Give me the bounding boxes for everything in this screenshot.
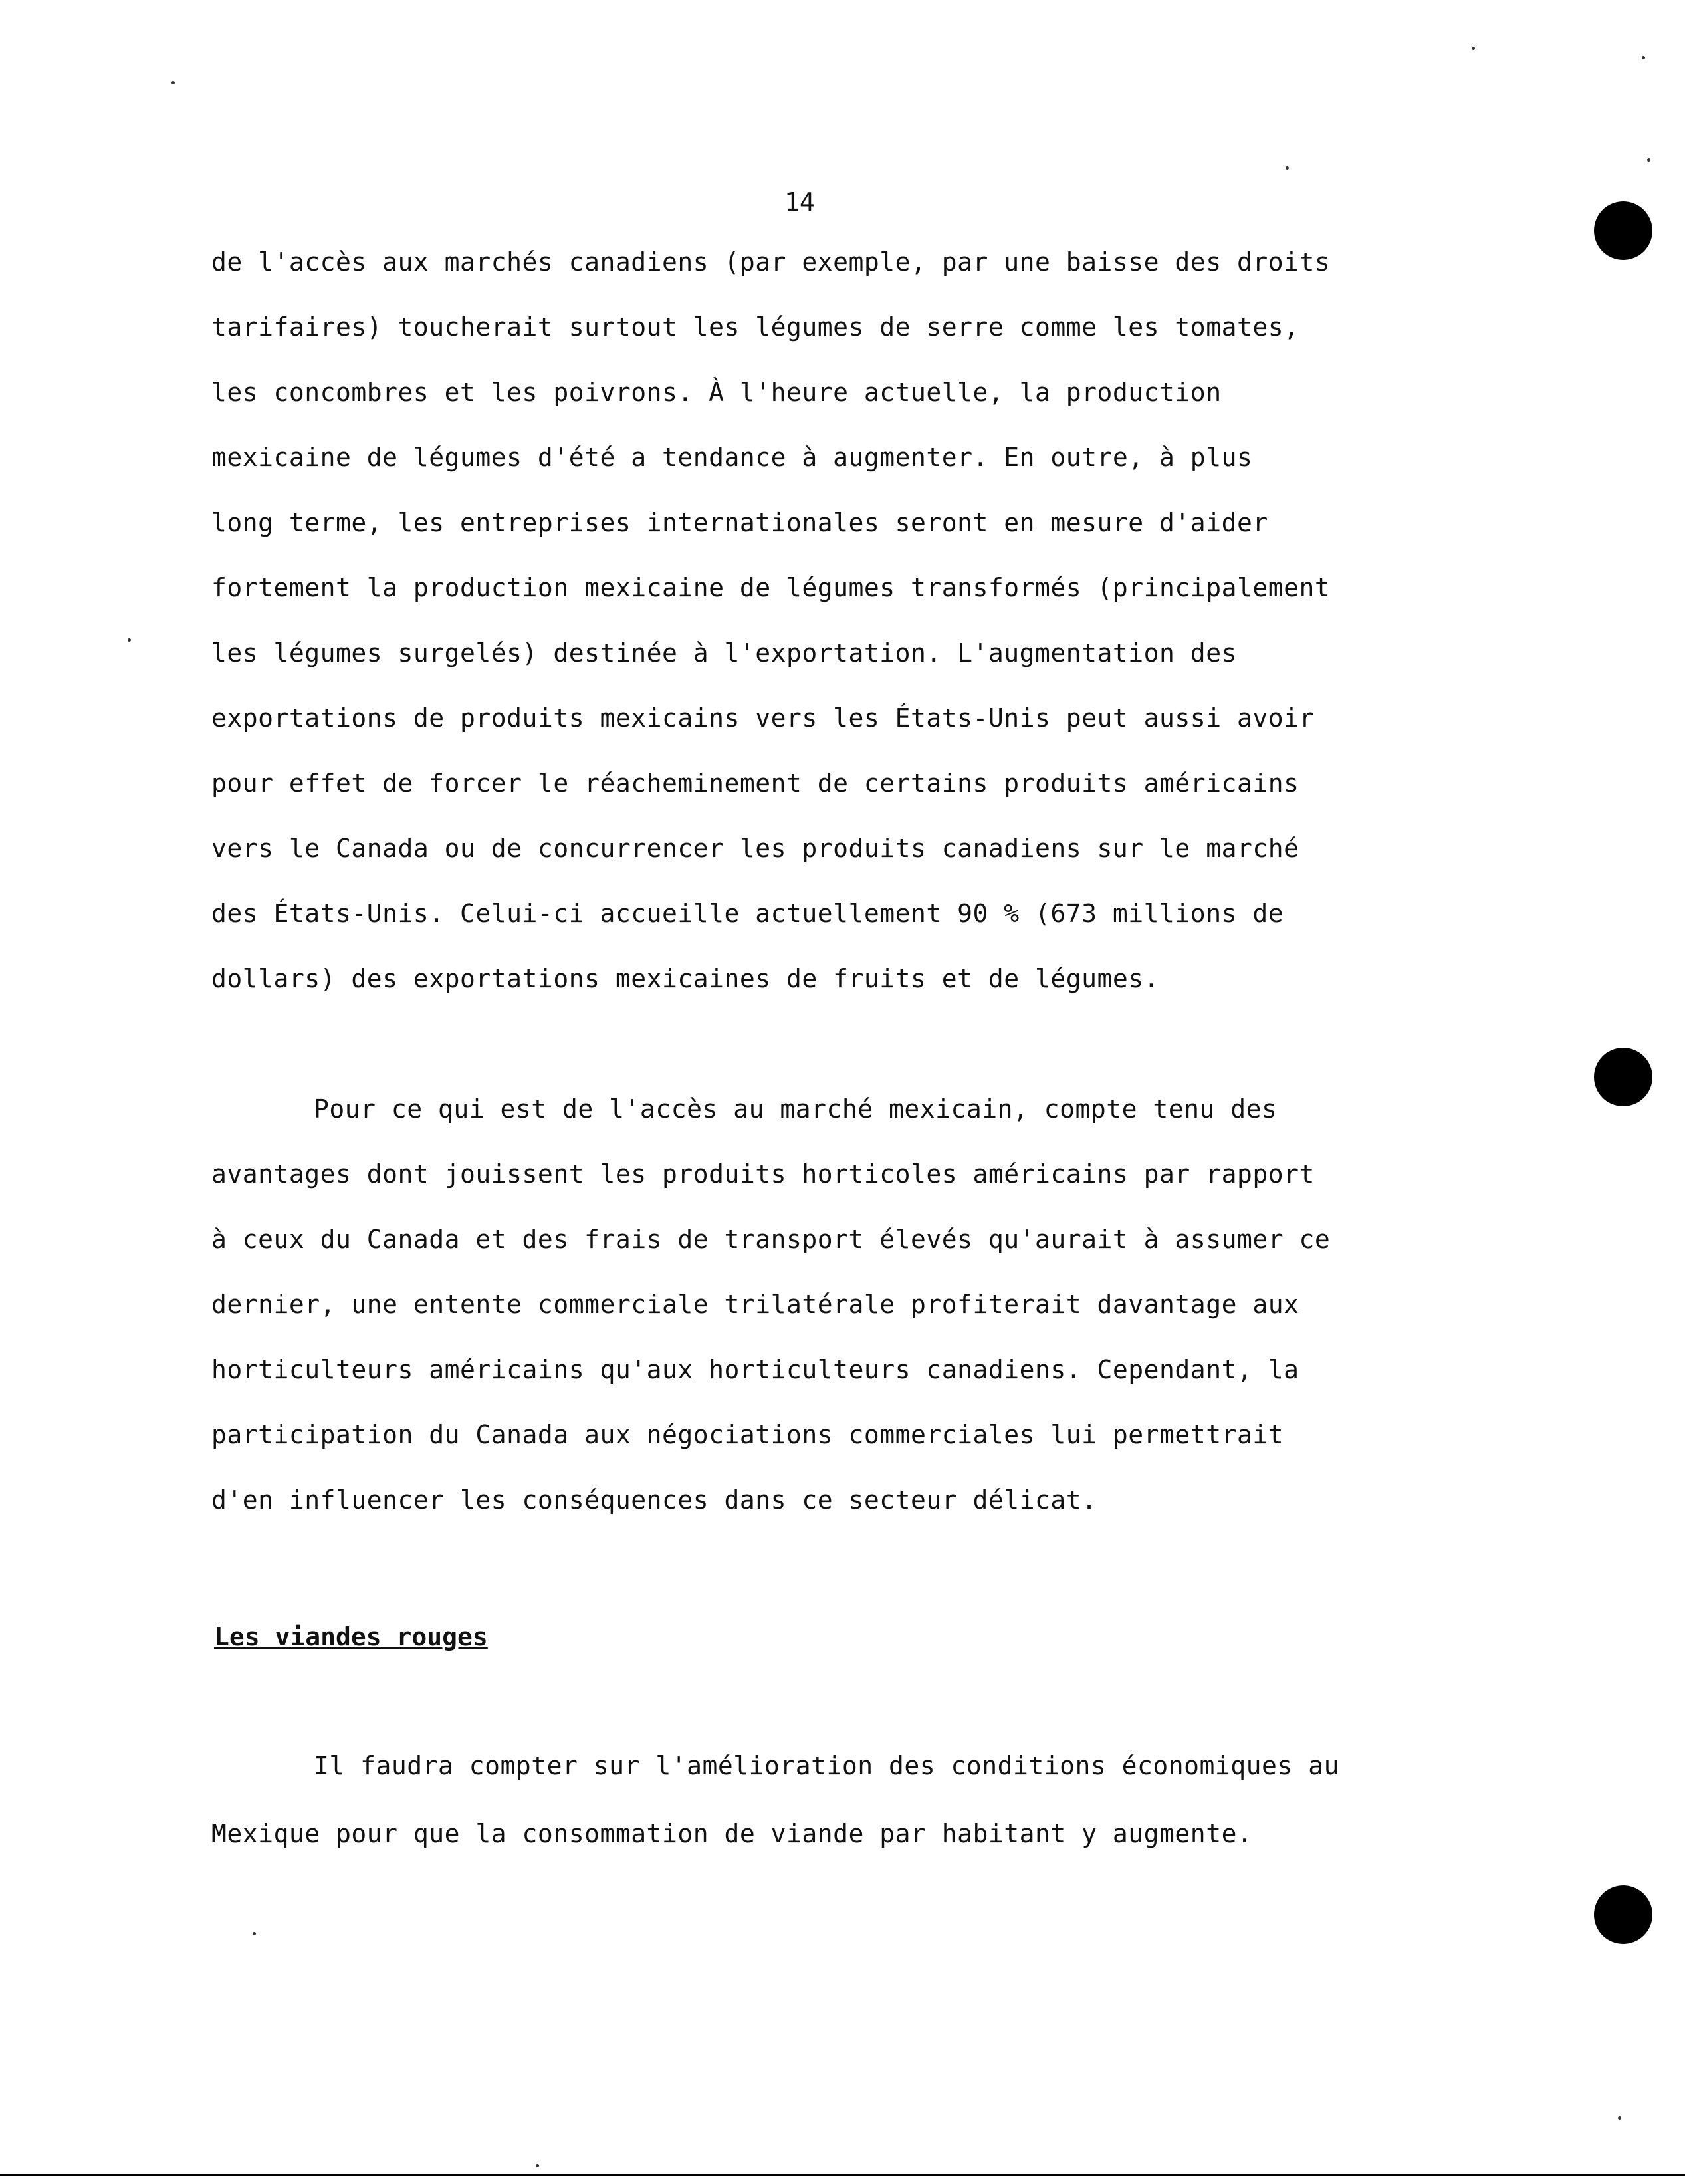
punch-hole-bottom [1594, 1885, 1652, 1944]
scan-speck [1286, 166, 1289, 170]
page-number: 14 [784, 187, 815, 217]
text-line: participation du Canada aux négociations commerciales lui permettrait [211, 1420, 1284, 1449]
text-line: dernier, une entente commerciale trilatérale profiterait davantage aux [211, 1290, 1299, 1319]
text-line: à ceux du Canada et des frais de transport élevés qu'aurait à assumer ce [211, 1225, 1331, 1254]
text-line: Mexique pour que la consommation de viande par habitant y augmente. [211, 1819, 1253, 1848]
text-line: les légumes surgelés) destinée à l'exportation. L'augmentation des [211, 638, 1237, 667]
scan-speck [1647, 158, 1650, 162]
scan-speck [253, 1932, 256, 1935]
text-line: avantages dont jouissent les produits horticoles américains par rapport [211, 1159, 1315, 1189]
text-line: mexicaine de légumes d'été a tendance à augmenter. En outre, à plus [211, 443, 1253, 472]
scan-speck [1472, 47, 1475, 50]
text-line: long terme, les entreprises internationales seront en mesure d'aider [211, 508, 1268, 537]
punch-hole-middle [1594, 1048, 1652, 1106]
text-line: de l'accès aux marchés canadiens (par exemple, par une baisse des droits [211, 247, 1331, 277]
text-line: exportations de produits mexicains vers les États-Unis peut aussi avoir [211, 703, 1315, 733]
text-line: des États-Unis. Celui-ci accueille actuellement 90 % (673 millions de [211, 899, 1284, 928]
scan-speck [1642, 56, 1645, 59]
text-line: Pour ce qui est de l'accès au marché mexicain, compte tenu des [314, 1094, 1278, 1124]
scan-speck [536, 2164, 539, 2167]
scan-speck [171, 81, 175, 84]
text-line: fortement la production mexicaine de légumes transformés (principalement [211, 573, 1331, 602]
text-line: Il faudra compter sur l'amélioration des conditions économiques au [314, 1751, 1339, 1780]
scan-speck [128, 638, 131, 642]
section-heading: Les viandes rouges [214, 1622, 488, 1651]
scan-speck [1618, 2116, 1621, 2120]
punch-hole-top [1594, 201, 1652, 260]
bottom-scan-edge [0, 2174, 1685, 2176]
text-line: tarifaires) toucherait surtout les légumes de serre comme les tomates, [211, 312, 1299, 342]
text-line: vers le Canada ou de concurrencer les produits canadiens sur le marché [211, 834, 1299, 863]
text-line: d'en influencer les conséquences dans ce secteur délicat. [211, 1485, 1097, 1515]
text-line: dollars) des exportations mexicaines de fruits et de légumes. [211, 964, 1160, 993]
text-line: horticulteurs américains qu'aux horticulteurs canadiens. Cependant, la [211, 1355, 1299, 1384]
text-line: pour effet de forcer le réacheminement de certains produits américains [211, 769, 1299, 798]
text-line: les concombres et les poivrons. À l'heure actuelle, la production [211, 378, 1222, 407]
